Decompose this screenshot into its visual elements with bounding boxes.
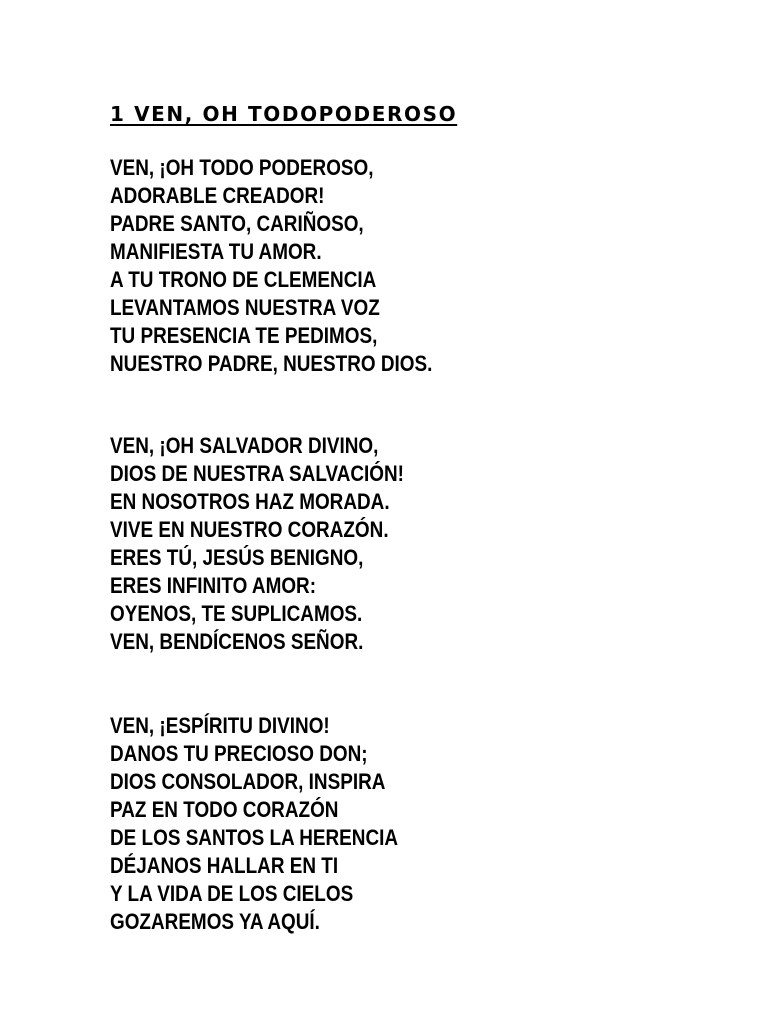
stanza-line: PADRE SANTO, CARIÑOSO, bbox=[110, 211, 364, 236]
stanza-line: VEN, ¡OH SALVADOR DIVINO, bbox=[110, 433, 379, 458]
stanza-line: Y LA VIDA DE LOS CIELOS bbox=[110, 881, 354, 906]
hymn-title: 1 VEN, OH TODOPODEROSO bbox=[110, 102, 458, 126]
stanza-line: ADORABLE CREADOR! bbox=[110, 183, 325, 208]
stanza-line: DE LOS SANTOS LA HERENCIA bbox=[110, 825, 399, 850]
stanza-line: VEN, ¡ESPÍRITU DIVINO! bbox=[110, 713, 330, 738]
stanza-line: TU PRESENCIA TE PEDIMOS, bbox=[110, 323, 378, 348]
stanza-line: DIOS CONSOLADOR, INSPIRA bbox=[110, 769, 386, 794]
stanza-line: ERES TÚ, JESÚS BENIGNO, bbox=[110, 545, 364, 570]
stanza-2 bbox=[110, 432, 404, 656]
stanza-line: NUESTRO PADRE, NUESTRO DIOS. bbox=[110, 351, 433, 376]
stanza-1 bbox=[110, 154, 432, 378]
stanza-line: GOZAREMOS YA AQUÍ. bbox=[110, 909, 320, 934]
stanza-line: EN NOSOTROS HAZ MORADA. bbox=[110, 489, 390, 514]
stanza-line: A TU TRONO DE CLEMENCIA bbox=[110, 267, 377, 292]
stanza-line: OYENOS, TE SUPLICAMOS. bbox=[110, 601, 363, 626]
stanza-line: PAZ EN TODO CORAZÓN bbox=[110, 797, 339, 822]
stanza-line: DIOS DE NUESTRA SALVACIÓN! bbox=[110, 461, 404, 486]
stanza-line: MANIFIESTA TU AMOR. bbox=[110, 239, 322, 264]
stanza-line: VEN, ¡OH TODO PODEROSO, bbox=[110, 155, 374, 180]
stanza-line: VIVE EN NUESTRO CORAZÓN. bbox=[110, 517, 389, 542]
stanza-3 bbox=[110, 712, 398, 936]
stanza-line: ERES INFINITO AMOR: bbox=[110, 573, 317, 598]
stanza-line: LEVANTAMOS NUESTRA VOZ bbox=[110, 295, 380, 320]
stanza-line: DANOS TU PRECIOSO DON; bbox=[110, 741, 368, 766]
stanza-line: VEN, BENDÍCENOS SEÑOR. bbox=[110, 629, 364, 654]
stanza-line: DÉJANOS HALLAR EN TI bbox=[110, 853, 339, 878]
